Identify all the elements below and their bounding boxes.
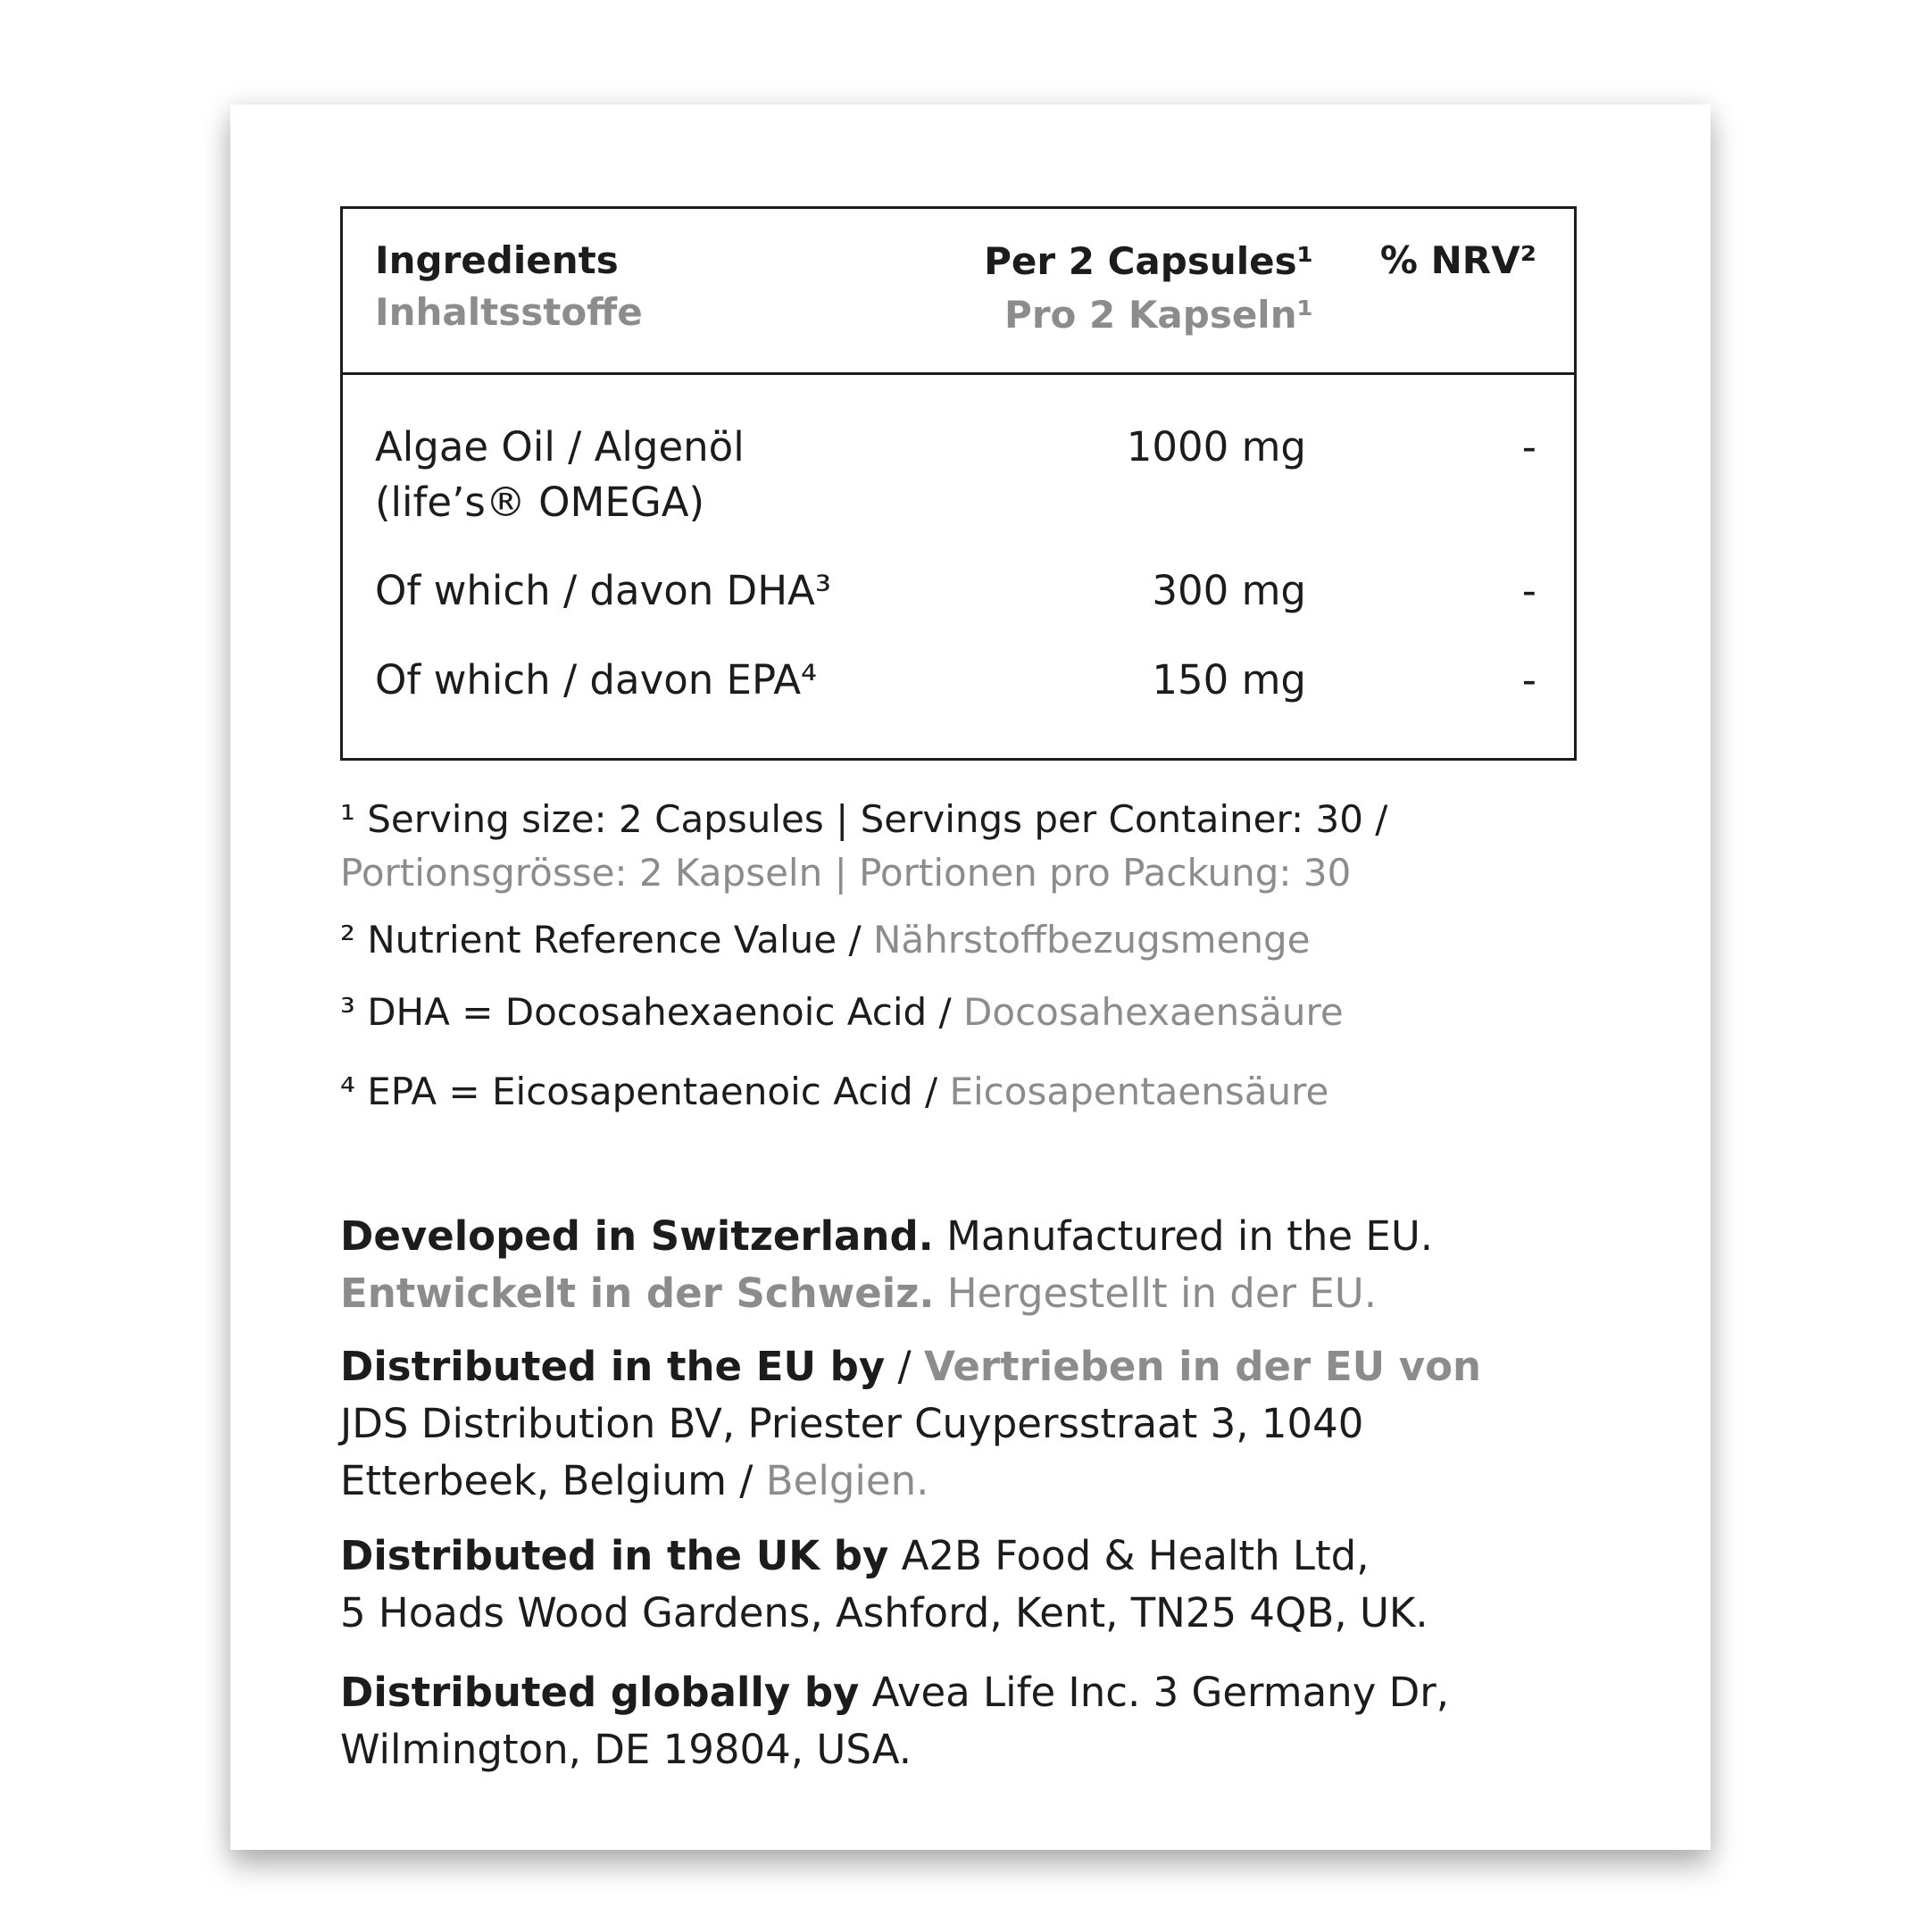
- developed-en: Developed in Switzerland.: [340, 1212, 934, 1260]
- label-card: [230, 104, 1711, 1850]
- footnote-4-en: ⁴ EPA = Eicosapentaenoic Acid /: [340, 1070, 950, 1113]
- footnote-4-de: Eicosapentaensäure: [949, 1070, 1329, 1113]
- manufactured-de: Hergestellt in der EU.: [934, 1270, 1378, 1317]
- global-company: Avea Life Inc. 3 Germany Dr,: [859, 1669, 1450, 1716]
- header-per-capsules-de: Pro 2 Kapseln¹: [1004, 293, 1313, 337]
- nutrition-table: [340, 206, 1577, 761]
- table-divider: [343, 372, 1574, 375]
- eu-address-line: JDS Distribution BV, Priester Cuypersstraat 3, 1040: [340, 1400, 1364, 1447]
- footnote-3-en: ³ DHA = Docosahexaenoic Acid /: [340, 990, 964, 1034]
- uk-label: Distributed in the UK by: [340, 1532, 889, 1579]
- global-distribution: [340, 1664, 1449, 1721]
- global-label: Distributed globally by: [340, 1669, 860, 1716]
- global-address-line: Wilmington, DE 19804, USA.: [340, 1726, 912, 1773]
- row-epa-nrv: -: [1521, 656, 1536, 704]
- eu-separator: /: [885, 1343, 924, 1390]
- footnote-2: [340, 913, 1311, 967]
- uk-address-line: 5 Hoads Wood Gardens, Ashford, Kent, TN25 4QB, UK.: [340, 1589, 1428, 1636]
- row-dha-name: Of which / davon DHA³: [375, 567, 831, 614]
- origin-line-de: [340, 1265, 1377, 1322]
- row-dha-amount: 300 mg: [1152, 567, 1306, 614]
- row-algae-oil-amount: 1000 mg: [1126, 423, 1306, 471]
- footnote-2-en: ² Nutrient Reference Value /: [340, 918, 873, 962]
- eu-label-de: Vertrieben in der EU von: [923, 1343, 1482, 1390]
- footnote-1: ¹ Serving size: 2 Capsules | Servings per Container: 30 /: [340, 797, 1388, 841]
- row-algae-oil-nrv: -: [1521, 423, 1536, 471]
- uk-distribution: [340, 1528, 1370, 1585]
- row-epa-amount: 150 mg: [1152, 656, 1306, 704]
- row-algae-oil-name-sub: (life’s® OMEGA): [375, 479, 705, 526]
- eu-distribution-heading: [340, 1338, 1481, 1395]
- eu-label-en: Distributed in the EU by: [340, 1343, 886, 1390]
- origin-line-en: [340, 1208, 1433, 1265]
- footnote-3-de: Docosahexaensäure: [963, 990, 1344, 1034]
- row-dha-nrv: -: [1521, 567, 1536, 614]
- row-algae-oil-name: Algae Oil / Algenöl: [375, 423, 745, 471]
- header-per-capsules: Per 2 Capsules¹: [984, 239, 1313, 283]
- manufactured-en: Manufactured in the EU.: [933, 1212, 1434, 1260]
- header-nrv: % NRV²: [1379, 238, 1536, 282]
- header-ingredients: Ingredients: [375, 238, 619, 282]
- eu-country-de: Belgien.: [765, 1457, 929, 1504]
- eu-city: Etterbeek, Belgium /: [340, 1457, 766, 1504]
- uk-company: A2B Food & Health Ltd,: [888, 1532, 1370, 1579]
- footnote-1-de: Portionsgrösse: 2 Kapseln | Portionen pro Packung: 30: [340, 851, 1352, 895]
- developed-de: Entwickelt in der Schweiz.: [340, 1270, 935, 1317]
- header-ingredients-de: Inhaltsstoffe: [375, 290, 643, 334]
- row-epa-name: Of which / davon EPA⁴: [375, 656, 818, 704]
- footnote-3: [340, 986, 1344, 1039]
- eu-address-line-2: [340, 1453, 929, 1510]
- footnote-4: [340, 1065, 1328, 1119]
- footnote-2-de: Nährstoffbezugsmenge: [872, 918, 1311, 962]
